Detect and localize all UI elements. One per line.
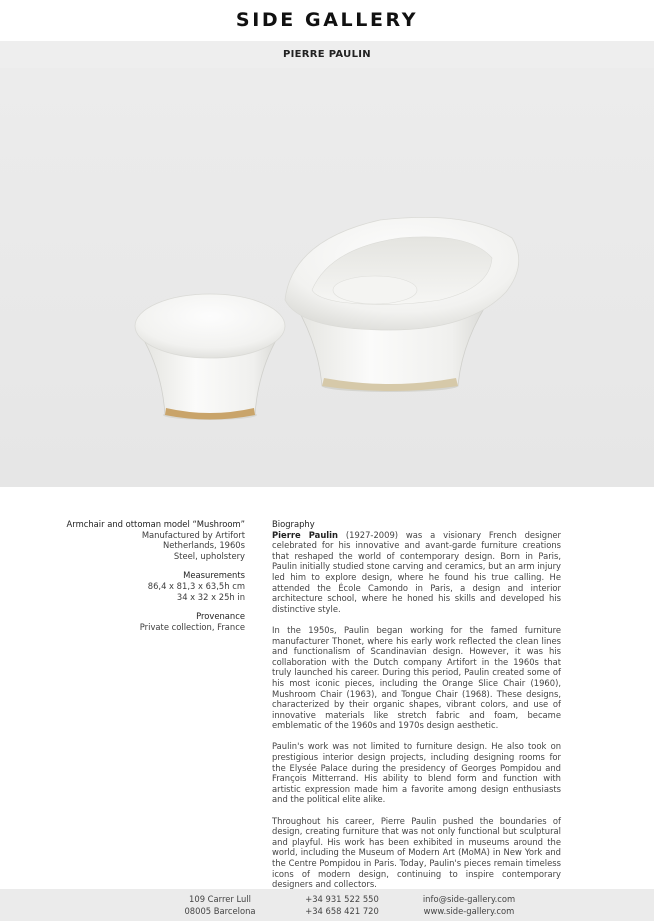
biography-paragraph: Paulin's work was not limited to furniture design. He also took on prestigious interior design projects, including designing rooms for the Elysée Palace during the presidency of Georges Pompidou and François Mitterrand. His ability to blend form and function with artistic expression made him a favorite among design enthusiasts and the political elite alike. <box>272 741 561 805</box>
website-link[interactable]: www.side-gallery.com <box>423 905 515 916</box>
phone-1[interactable]: +34 931 522 550 <box>305 894 379 904</box>
biography <box>272 519 561 900</box>
artwork-title: Armchair and ottoman model “Mushroom” <box>66 519 245 529</box>
artwork-details <box>40 519 245 632</box>
mushroom-chair-ottoman-illustration <box>0 68 654 487</box>
biography-artist-name: Pierre Paulin <box>272 529 338 540</box>
product-photo <box>0 68 654 487</box>
materials: Steel, upholstery <box>173 550 245 561</box>
biography-paragraph <box>272 530 561 615</box>
footer-address <box>160 894 280 917</box>
measurements-label: Measurements <box>183 570 245 581</box>
address-line-1: 109 Carrer Lull <box>189 894 251 904</box>
artist-name: PIERRE PAULIN <box>283 49 371 60</box>
address-line-2: 08005 Barcelona <box>184 905 256 916</box>
ottoman <box>135 294 285 420</box>
footer-contact <box>404 894 534 917</box>
provenance: Private collection, France <box>139 621 245 632</box>
biography-heading: Biography <box>272 519 315 529</box>
phone-2[interactable]: +34 658 421 720 <box>305 905 379 916</box>
measurements-cm: 86,4 x 81,3 x 63,5h cm <box>147 580 245 591</box>
manufacturer: Manufactured by Artifort <box>141 529 245 540</box>
brand-logo: SIDE GALLERY <box>235 9 419 31</box>
footer <box>0 889 654 921</box>
biography-paragraph: Throughout his career, Pierre Paulin pushed the boundaries of design, creating furniture that was not only functional but sculptural and playful. His work has been exhibited in museums around the world, including the Museum of Modern Art (MoMA) in New York and the Centre Pompidou in Paris. Today, Paulin's pieces remain timeless icons of modern design, continuing to inspire contemporary designers and collectors. <box>272 815 561 890</box>
email-link[interactable]: info@side-gallery.com <box>422 894 516 904</box>
armchair <box>285 217 519 392</box>
footer-phones <box>282 894 402 917</box>
provenance-label: Provenance <box>196 611 245 622</box>
header <box>0 0 654 41</box>
measurements-in: 34 x 32 x 25h in <box>176 591 245 602</box>
artist-band <box>0 41 654 68</box>
biography-paragraph-1-text: (1927-2009) was a visionary French designer celebrated for his innovative and avant-garde furniture creations that reshaped the world of contemporary design. Born in Paris, Paulin initially studied stone carving and ceramics, but an arm injury led him to explore design, where he found his true calling. He attended the École Camondo in Paris, a design and interior architecture school, where he honed his skills and developed his distinctive style. <box>272 529 561 614</box>
biography-paragraph: In the 1950s, Paulin began working for the famed furniture manufacturer Thonet, where his early work reflected the clean lines and functionalism of Scandinavian design. However, it was his collaboration with the Dutch company Artifort in the 1960s that truly launched his career. During this period, Paulin created some of his most iconic pieces, including the Orange Slice Chair (1960), Mushroom Chair (1963), and Tongue Chair (1968). These designs, characterized by their organic shapes, vibrant colors, and use of innovative materials like stretch fabric and foam, became emblematic of the 1960s and 1970s design aesthetic. <box>272 624 561 731</box>
origin: Netherlands, 1960s <box>162 540 245 551</box>
